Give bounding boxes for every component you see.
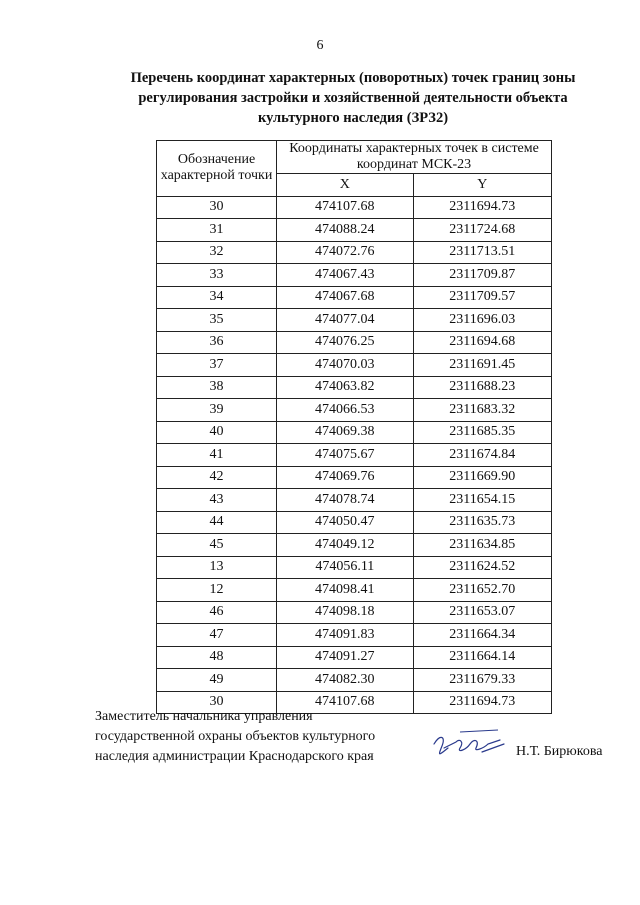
- y-coordinate-cell: 2311688.23: [413, 376, 552, 399]
- x-coordinate-cell: 474107.68: [277, 196, 413, 219]
- y-coordinate-cell: 2311635.73: [413, 511, 552, 534]
- x-coordinate-cell: 474091.27: [277, 646, 413, 669]
- y-coordinate-cell: 2311709.87: [413, 264, 552, 287]
- y-coordinate-cell: 2311724.68: [413, 219, 552, 242]
- point-id-cell: 39: [157, 399, 277, 422]
- point-id-cell: 43: [157, 489, 277, 512]
- x-coordinate-cell: 474063.82: [277, 376, 413, 399]
- y-coordinate-cell: 2311694.73: [413, 196, 552, 219]
- title-line-2: регулирования застройки и хозяйственной деятельности объекта: [138, 90, 568, 106]
- point-id-cell: 40: [157, 421, 277, 444]
- document-title: [118, 68, 588, 128]
- table-row: [157, 534, 552, 557]
- table-row: [157, 466, 552, 489]
- point-id-cell: 33: [157, 264, 277, 287]
- point-id-cell: 48: [157, 646, 277, 669]
- x-coordinate-cell: 474069.76: [277, 466, 413, 489]
- table-row: [157, 196, 552, 219]
- signer-position-line-1: Заместитель начальника управления: [95, 709, 313, 724]
- table-row: [157, 219, 552, 242]
- point-id-cell: 38: [157, 376, 277, 399]
- point-id-cell: 49: [157, 669, 277, 692]
- table-row: [157, 421, 552, 444]
- x-coordinate-cell: 474082.30: [277, 669, 413, 692]
- y-coordinate-cell: 2311654.15: [413, 489, 552, 512]
- x-coordinate-cell: 474069.38: [277, 421, 413, 444]
- header-y: Y: [413, 174, 552, 197]
- x-coordinate-cell: 474050.47: [277, 511, 413, 534]
- y-coordinate-cell: 2311664.34: [413, 624, 552, 647]
- x-coordinate-cell: 474056.11: [277, 556, 413, 579]
- table-row: [157, 511, 552, 534]
- y-coordinate-cell: 2311713.51: [413, 241, 552, 264]
- signer-name: Н.Т. Бирюкова: [516, 744, 603, 759]
- point-id-cell: 30: [157, 196, 277, 219]
- point-id-cell: 47: [157, 624, 277, 647]
- signer-position-line-2: государственной охраны объектов культурного: [95, 729, 376, 744]
- table-row: [157, 646, 552, 669]
- y-coordinate-cell: 2311669.90: [413, 466, 552, 489]
- point-id-cell: 41: [157, 444, 277, 467]
- table-row: [157, 444, 552, 467]
- x-coordinate-cell: 474075.67: [277, 444, 413, 467]
- header-point-designation: Обозначение характерной точки: [157, 141, 277, 197]
- x-coordinate-cell: 474066.53: [277, 399, 413, 422]
- point-id-cell: 42: [157, 466, 277, 489]
- table-row: [157, 579, 552, 602]
- y-coordinate-cell: 2311683.32: [413, 399, 552, 422]
- table-row: [157, 331, 552, 354]
- y-coordinate-cell: 2311652.70: [413, 579, 552, 602]
- x-coordinate-cell: 474067.68: [277, 286, 413, 309]
- header-coordinates: Координаты характерных точек в системе координат МСК-23: [277, 141, 552, 174]
- point-id-cell: 37: [157, 354, 277, 377]
- coordinates-table-body: [157, 196, 552, 714]
- y-coordinate-cell: 2311691.45: [413, 354, 552, 377]
- table-row: [157, 399, 552, 422]
- table-row: [157, 354, 552, 377]
- point-id-cell: 34: [157, 286, 277, 309]
- y-coordinate-cell: 2311664.14: [413, 646, 552, 669]
- table-row: [157, 264, 552, 287]
- page-number: 6: [316, 38, 324, 53]
- table-row: [157, 669, 552, 692]
- x-coordinate-cell: 474098.41: [277, 579, 413, 602]
- point-id-cell: 30: [157, 691, 277, 714]
- x-coordinate-cell: 474076.25: [277, 331, 413, 354]
- x-coordinate-cell: 474077.04: [277, 309, 413, 332]
- point-id-cell: 31: [157, 219, 277, 242]
- point-id-cell: 12: [157, 579, 277, 602]
- y-coordinate-cell: 2311624.52: [413, 556, 552, 579]
- signature-block: [95, 707, 425, 767]
- point-id-cell: 36: [157, 331, 277, 354]
- y-coordinate-cell: 2311685.35: [413, 421, 552, 444]
- y-coordinate-cell: 2311679.33: [413, 669, 552, 692]
- x-coordinate-cell: 474070.03: [277, 354, 413, 377]
- x-coordinate-cell: 474067.43: [277, 264, 413, 287]
- table-row: [157, 624, 552, 647]
- table-row: [157, 556, 552, 579]
- table-row: [157, 309, 552, 332]
- y-coordinate-cell: 2311694.68: [413, 331, 552, 354]
- y-coordinate-cell: 2311634.85: [413, 534, 552, 557]
- table-row: [157, 601, 552, 624]
- point-id-cell: 45: [157, 534, 277, 557]
- table-row: [157, 376, 552, 399]
- point-id-cell: 44: [157, 511, 277, 534]
- x-coordinate-cell: 474091.83: [277, 624, 413, 647]
- point-id-cell: 32: [157, 241, 277, 264]
- point-id-cell: 46: [157, 601, 277, 624]
- x-coordinate-cell: 474098.18: [277, 601, 413, 624]
- x-coordinate-cell: 474072.76: [277, 241, 413, 264]
- header-x: X: [277, 174, 413, 197]
- point-id-cell: 13: [157, 556, 277, 579]
- table-row: [157, 241, 552, 264]
- point-id-cell: 35: [157, 309, 277, 332]
- x-coordinate-cell: 474078.74: [277, 489, 413, 512]
- y-coordinate-cell: 2311674.84: [413, 444, 552, 467]
- title-line-3: культурного наследия (ЗРЗ2): [257, 110, 449, 126]
- y-coordinate-cell: 2311696.03: [413, 309, 552, 332]
- y-coordinate-cell: 2311709.57: [413, 286, 552, 309]
- x-coordinate-cell: 474049.12: [277, 534, 413, 557]
- y-coordinate-cell: 2311653.07: [413, 601, 552, 624]
- x-coordinate-cell: 474107.68: [277, 691, 413, 714]
- table-row: [157, 489, 552, 512]
- handwritten-signature: [430, 726, 508, 766]
- signer-position-line-3: наследия администрации Краснодарского края: [95, 749, 374, 764]
- title-line-1: Перечень координат характерных (поворотных) точек границ зоны: [130, 70, 576, 86]
- coordinates-table: [156, 140, 552, 714]
- y-coordinate-cell: 2311694.73: [413, 691, 552, 714]
- table-row: [157, 286, 552, 309]
- x-coordinate-cell: 474088.24: [277, 219, 413, 242]
